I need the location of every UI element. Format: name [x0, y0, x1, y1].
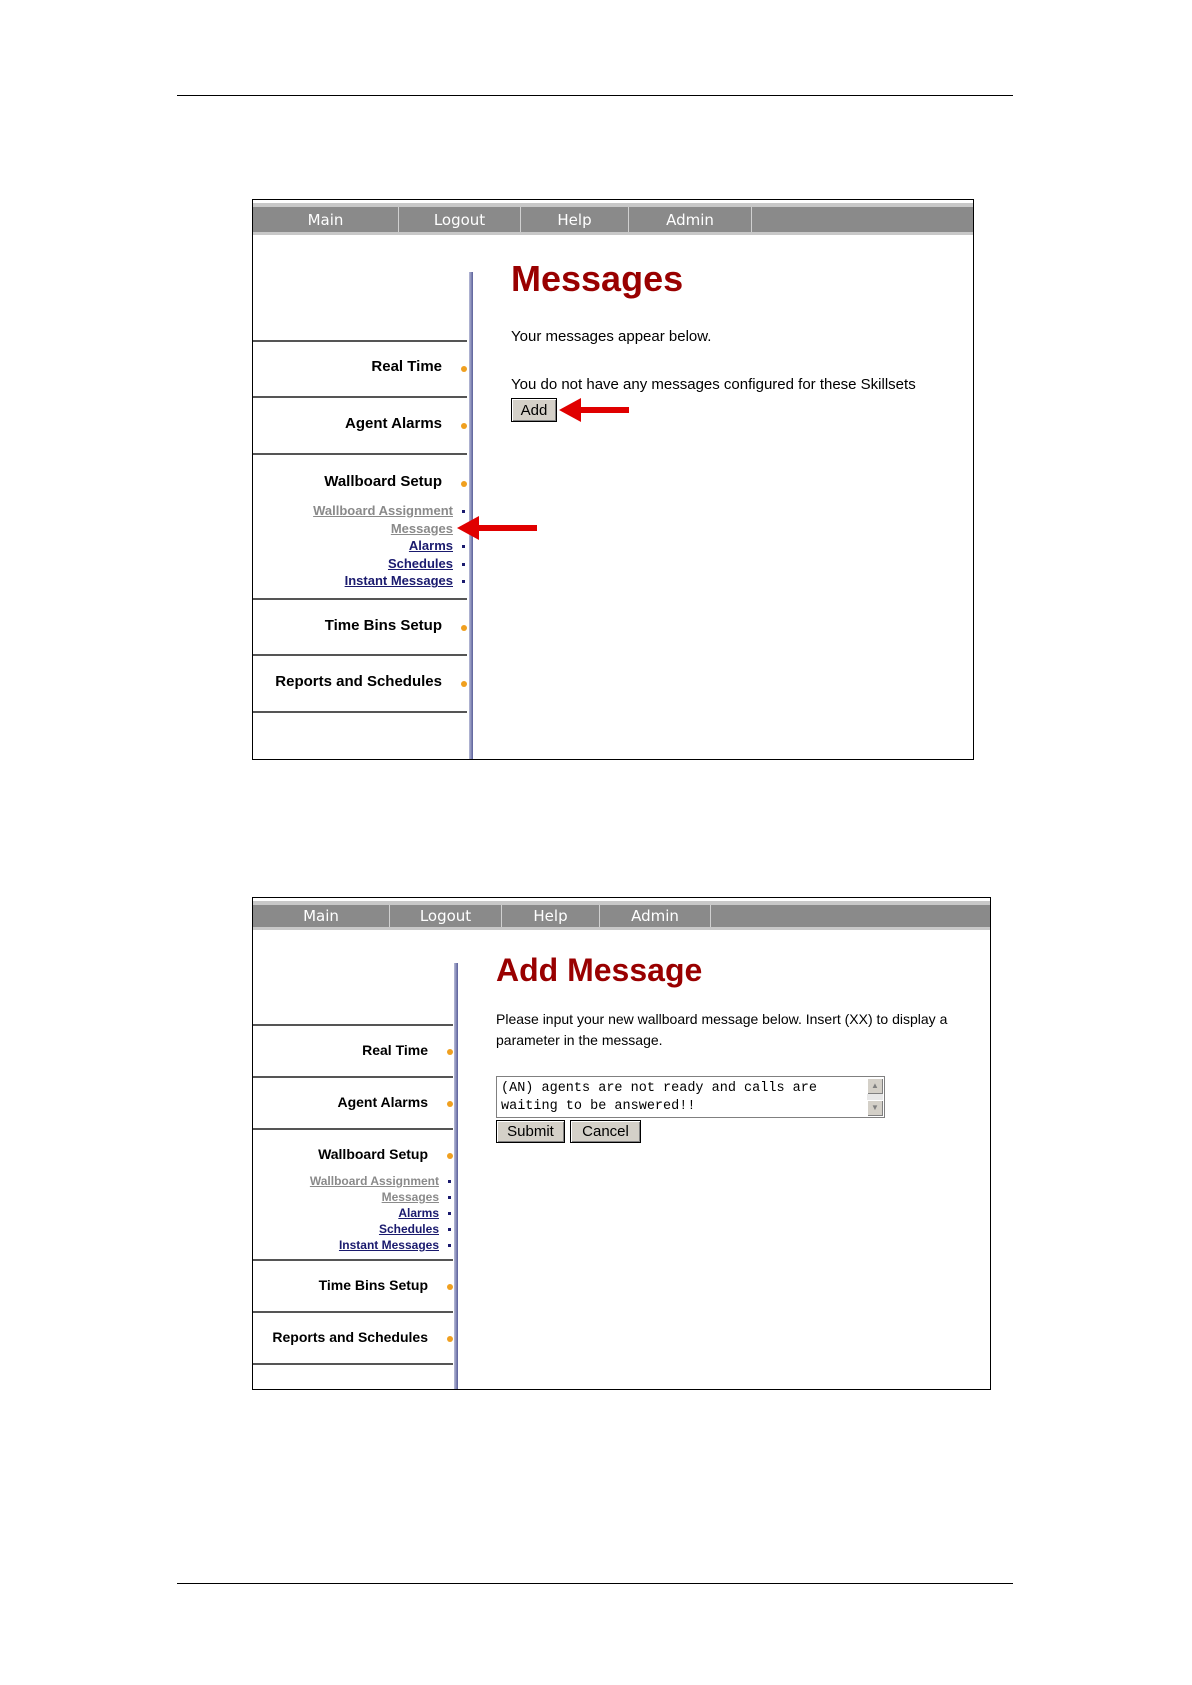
sidebar-item-wallboard-setup[interactable]: Wallboard Setup: [324, 473, 442, 490]
wallboard-sub-menu: [310, 1173, 453, 1253]
sidebar-section-reports-and-schedules: [253, 1311, 453, 1363]
nav-logout[interactable]: Logout: [390, 905, 502, 927]
nav-help[interactable]: Help: [521, 207, 629, 232]
bullet-dot-icon: [461, 681, 467, 687]
sidebar-item-agent-alarms[interactable]: Agent Alarms: [345, 415, 442, 432]
scroll-up-icon[interactable]: ▲: [867, 1078, 883, 1094]
link-square-icon: [462, 545, 465, 548]
link-square-icon: [462, 563, 465, 566]
bullet-dot-icon: [461, 366, 467, 372]
link-square-icon: [448, 1212, 451, 1215]
sidebar-section-wallboard-setup: [253, 1128, 453, 1259]
top-nav-bar: [253, 203, 973, 235]
nav-admin[interactable]: Admin: [629, 207, 752, 232]
wallboard-sub-menu: [313, 502, 467, 590]
sidebar-section-time-bins-setup: [253, 1259, 453, 1311]
bullet-dot-icon: [447, 1336, 453, 1342]
nav-logout[interactable]: Logout: [399, 207, 521, 232]
sidebar-section-reports-and-schedules: [253, 654, 467, 711]
sub-item-messages[interactable]: Messages: [313, 520, 467, 538]
sidebar-item-time-bins-setup[interactable]: Time Bins Setup: [318, 1277, 428, 1293]
page-title: Add Message: [496, 952, 703, 988]
submit-button[interactable]: Submit: [496, 1120, 565, 1143]
textarea-scrollbar[interactable]: [867, 1078, 883, 1116]
add-message-screenshot: [252, 897, 991, 1390]
red-arrow-icon: [559, 398, 629, 422]
bullet-dot-icon: [447, 1153, 453, 1159]
intro-text: Your messages appear below.: [511, 328, 712, 345]
sidebar-item-real-time[interactable]: Real Time: [362, 1042, 428, 1058]
link-square-icon: [462, 580, 465, 583]
sidebar-bottom-rule: [253, 711, 467, 713]
message-text: (AN) agents are not ready and calls are waiting to be answered!!: [501, 1081, 826, 1114]
sidebar: [253, 232, 473, 759]
page-title: Messages: [511, 258, 684, 299]
nav-help[interactable]: Help: [502, 905, 600, 927]
top-nav-bar: [253, 901, 990, 930]
sub-item-instant-messages[interactable]: Instant Messages: [310, 1237, 453, 1253]
sidebar-section-real-time: [253, 340, 467, 396]
sub-item-schedules[interactable]: Schedules: [310, 1221, 453, 1237]
instructions-text: Please input your new wallboard message below. Insert (XX) to display a parameter in the message.: [496, 1011, 948, 1048]
sidebar-item-time-bins-setup[interactable]: Time Bins Setup: [324, 617, 442, 634]
sub-item-wallboard-assignment[interactable]: Wallboard Assignment: [310, 1173, 453, 1189]
message-textarea[interactable]: [496, 1076, 885, 1118]
sub-item-schedules[interactable]: Schedules: [313, 555, 467, 573]
sub-item-messages[interactable]: Messages: [310, 1189, 453, 1205]
nav-main[interactable]: Main: [253, 905, 390, 927]
page-top-rule: [177, 95, 1013, 96]
bullet-dot-icon: [461, 481, 467, 487]
link-square-icon: [462, 510, 465, 513]
main-content: [511, 258, 971, 419]
sub-item-alarms[interactable]: Alarms: [310, 1205, 453, 1221]
link-square-icon: [448, 1228, 451, 1231]
bullet-dot-icon: [461, 625, 467, 631]
bullet-dot-icon: [447, 1284, 453, 1290]
empty-notice: You do not have any messages configured for these Skillsets: [511, 376, 916, 393]
main-content: [496, 952, 981, 1140]
messages-screenshot: [252, 199, 974, 760]
sidebar-item-real-time[interactable]: Real Time: [371, 358, 442, 375]
sidebar-shadow: [454, 963, 458, 1389]
nav-main[interactable]: Main: [253, 207, 399, 232]
sidebar-section-agent-alarms: [253, 396, 467, 453]
nav-admin[interactable]: Admin: [600, 905, 711, 927]
link-square-icon: [448, 1244, 451, 1247]
red-arrow-icon: [457, 516, 537, 540]
bullet-dot-icon: [461, 423, 467, 429]
sidebar-section-agent-alarms: [253, 1076, 453, 1128]
sidebar-item-reports-and-schedules[interactable]: Reports and Schedules: [272, 1329, 428, 1345]
sub-item-wallboard-assignment[interactable]: Wallboard Assignment: [313, 502, 467, 520]
sub-item-alarms[interactable]: Alarms: [313, 537, 467, 555]
link-square-icon: [448, 1180, 451, 1183]
sidebar: [253, 927, 458, 1389]
link-square-icon: [448, 1196, 451, 1199]
sidebar-item-agent-alarms[interactable]: Agent Alarms: [337, 1094, 428, 1110]
scroll-down-icon[interactable]: ▼: [867, 1100, 883, 1116]
page-bottom-rule: [177, 1583, 1013, 1584]
sidebar-section-real-time: [253, 1024, 453, 1076]
sidebar-bottom-rule: [253, 1363, 453, 1365]
cancel-button[interactable]: Cancel: [570, 1120, 641, 1143]
sub-item-instant-messages[interactable]: Instant Messages: [313, 572, 467, 590]
bullet-dot-icon: [447, 1101, 453, 1107]
add-button[interactable]: Add: [511, 398, 557, 422]
sidebar-section-wallboard-setup: [253, 453, 467, 598]
bullet-dot-icon: [447, 1049, 453, 1055]
sidebar-item-reports-and-schedules[interactable]: Reports and Schedules: [275, 673, 442, 690]
sidebar-section-time-bins-setup: [253, 598, 467, 654]
sidebar-item-wallboard-setup[interactable]: Wallboard Setup: [318, 1146, 428, 1162]
